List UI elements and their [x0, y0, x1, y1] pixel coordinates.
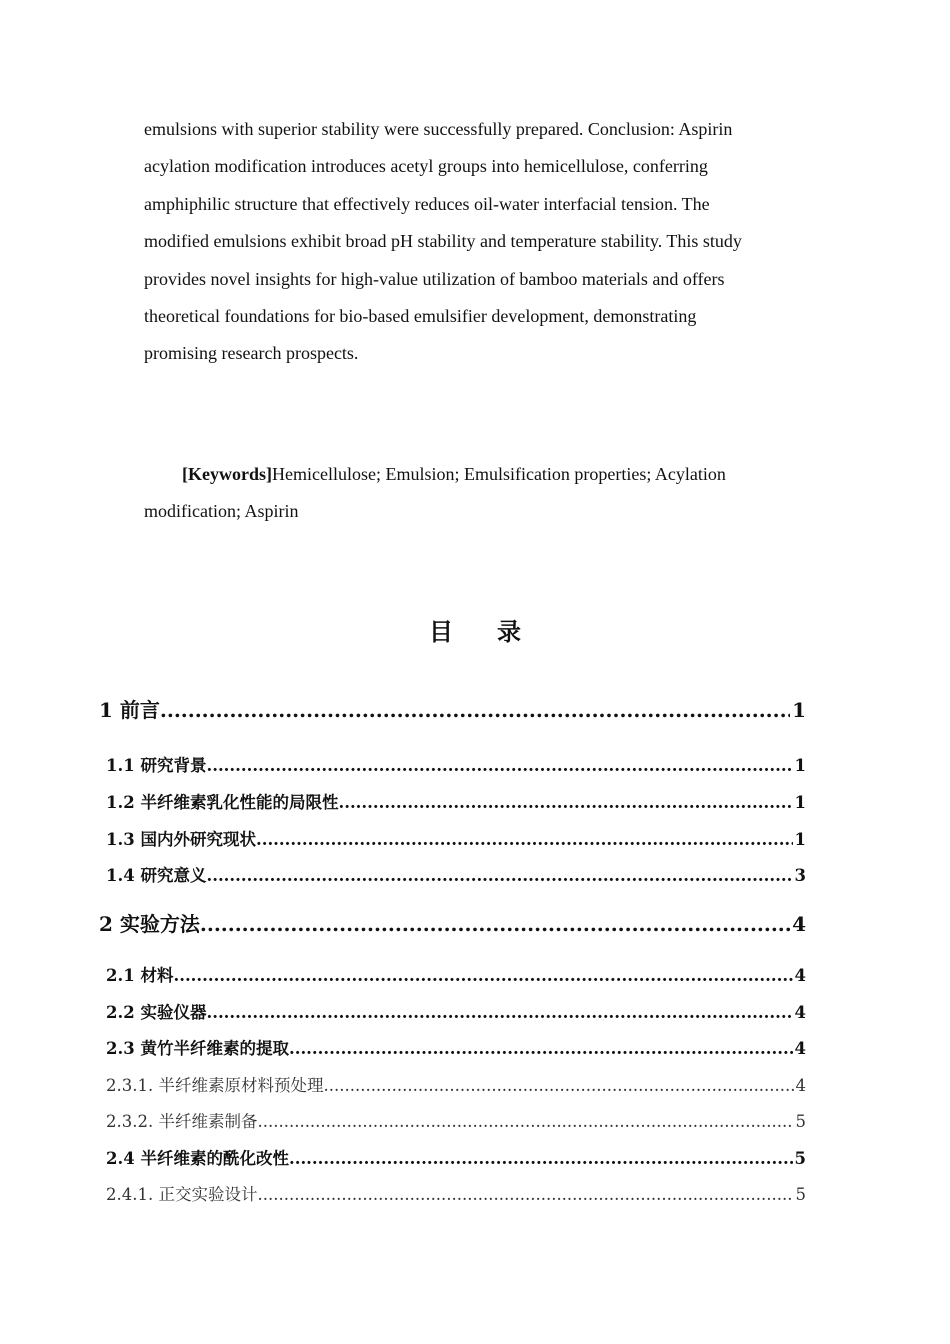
toc-entry[interactable] [106, 1108, 806, 1132]
abstract-line: promising research prospects. [144, 343, 359, 364]
abstract-paragraph [144, 111, 804, 373]
toc-entry[interactable] [99, 694, 806, 723]
toc-entry-label: 2 实验方法 [99, 912, 200, 936]
toc-entry-page: 3 [794, 866, 806, 885]
toc-entry[interactable] [106, 789, 806, 813]
keywords-paragraph [144, 456, 804, 531]
toc-entry-page: 4 [794, 1003, 806, 1022]
toc-entry-label: 2.3 黄竹半纤维素的提取 [106, 1039, 289, 1058]
toc-entry-page: 4 [792, 912, 806, 936]
toc-entry[interactable] [106, 752, 806, 776]
keywords-line-continued: modification; Aspirin [144, 501, 299, 522]
abstract-line: amphiphilic structure that effectively reduces oil-water interfacial tension. The [144, 193, 710, 214]
abstract-line: acylation modification introduces acetyl groups into hemicellulose, conferring [144, 156, 708, 177]
toc-entry-page: 5 [794, 1149, 806, 1168]
toc-title-char: 录 [497, 618, 521, 646]
toc-entry-page: 5 [795, 1185, 806, 1204]
toc-entry-page: 1 [794, 793, 806, 812]
toc-leader [160, 698, 790, 722]
toc-entry[interactable] [106, 1145, 806, 1169]
toc-leader [323, 1076, 793, 1095]
toc-leader [206, 756, 792, 775]
keywords-line [144, 456, 804, 493]
toc-leader [289, 1039, 793, 1058]
toc-entry-label: 2.2 实验仪器 [106, 1003, 207, 1022]
toc-entry-page: 5 [795, 1112, 806, 1131]
toc-entry-label: 1 前言 [99, 698, 160, 722]
toc-leader [173, 966, 792, 985]
toc-leader [257, 1112, 793, 1131]
toc-title-char: 目 [429, 618, 453, 646]
toc-entry-page: 1 [794, 830, 806, 849]
toc-leader [338, 793, 792, 812]
toc-entry[interactable] [106, 1035, 806, 1059]
toc-entry[interactable] [106, 1181, 806, 1205]
toc-entry-page: 4 [794, 1039, 806, 1058]
toc-leader [200, 912, 790, 936]
toc-entry-label: 1.1 研究背景 [106, 756, 207, 775]
toc-leader [206, 866, 792, 885]
abstract-line: theoretical foundations for bio-based emulsifier development, demonstrating [144, 306, 697, 327]
toc-entry-label: 1.4 研究意义 [106, 866, 207, 885]
toc-leader [257, 1185, 793, 1204]
abstract-line: emulsions with superior stability were successfully prepared. Conclusion: Aspirin [144, 119, 733, 139]
abstract-line: modified emulsions exhibit broad pH stability and temperature stability. This study [144, 231, 742, 252]
toc-leader [256, 830, 793, 849]
keywords-text: Hemicellulose; Emulsion; Emulsification properties; Acylation [271, 464, 726, 484]
toc-entry[interactable] [106, 862, 806, 886]
toc-entry[interactable] [106, 962, 806, 986]
toc-entry-page: 1 [794, 756, 806, 775]
toc-entry[interactable] [99, 908, 806, 937]
toc-entry[interactable] [106, 826, 806, 850]
toc-entry-label: 2.4.1. 正交实验设计 [106, 1185, 258, 1204]
abstract-line: provides novel insights for high-value utilization of bamboo materials and offers [144, 268, 725, 289]
keywords-label: [Keywords] [182, 464, 272, 484]
toc-leader [289, 1149, 793, 1168]
toc-entry-page: 4 [795, 1076, 806, 1095]
toc-entry-label: 1.3 国内外研究现状 [106, 830, 256, 849]
toc-entry-label: 2.3.1. 半纤维素原材料预处理 [106, 1076, 324, 1095]
toc-leader [206, 1003, 792, 1022]
toc-entry-label: 2.3.2. 半纤维素制备 [106, 1112, 258, 1131]
toc-entry-label: 2.4 半纤维素的酰化改性 [106, 1149, 289, 1168]
toc-title [0, 612, 950, 647]
toc-entry[interactable] [106, 1072, 806, 1096]
toc-entry-label: 1.2 半纤维素乳化性能的局限性 [106, 793, 339, 812]
toc-entry-page: 4 [794, 966, 806, 985]
toc-entry-label: 2.1 材料 [106, 966, 174, 985]
toc-entry[interactable] [106, 999, 806, 1023]
toc-entry-page: 1 [792, 698, 806, 722]
